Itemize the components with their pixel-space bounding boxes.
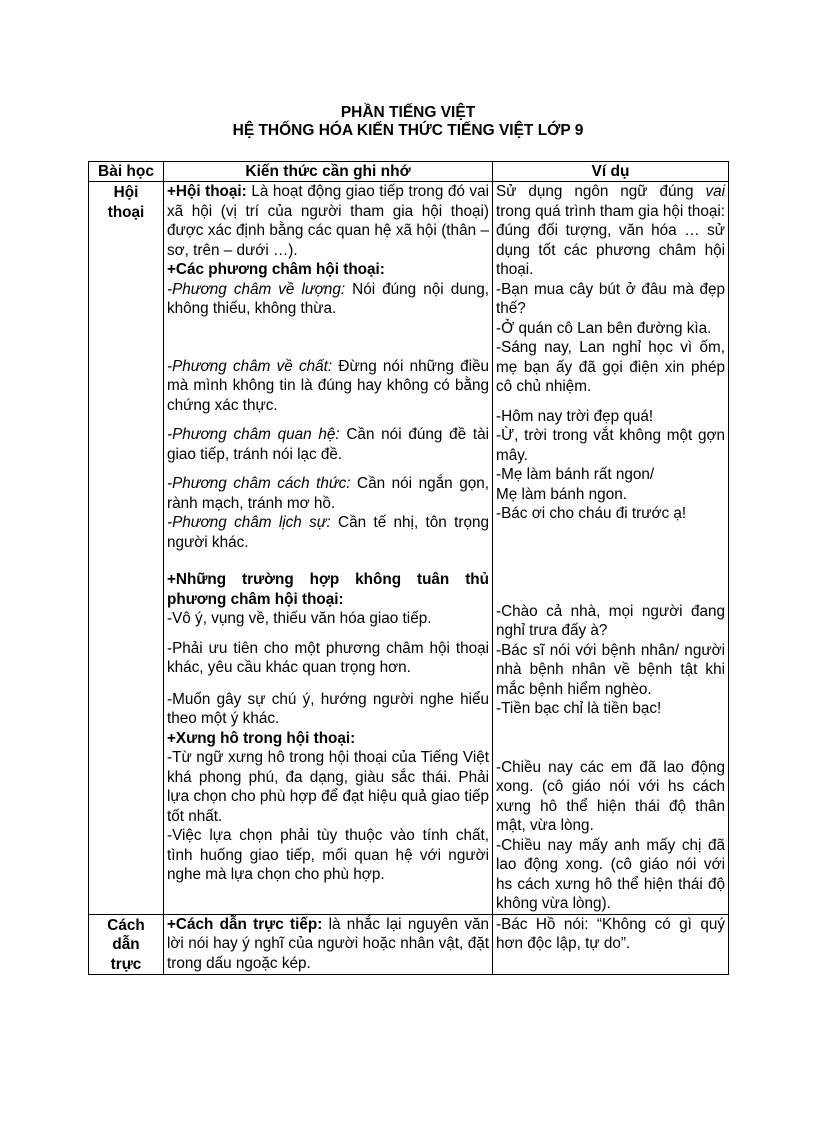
document-subtitle: HỆ THỐNG HÓA KIẾN THỨC TIẾNG VIỆT LỚP 9 [232, 122, 584, 139]
example-item: -Ở quán cô Lan bên đường kìa. [496, 319, 712, 337]
maxim-term: -Phương châm về chất: [167, 357, 333, 375]
maxim-quantity [167, 280, 489, 319]
example-cell [493, 182, 729, 915]
section-heading: +Xưng hô trong hội thoại: [167, 729, 356, 747]
example-item: -Sáng nay, Lan nghỉ học vì ốm, mẹ bạn ấy đã gọi điện xin phép cô chủ nhiệm. [496, 339, 725, 395]
table-row-hoi-thoai [89, 182, 729, 915]
example-item: -Chiều nay mấy anh mấy chị đã lao động xong. (cô giáo nói với hs cách xưng hô thể hiện thái độ không vừa lòng). [496, 836, 725, 912]
maxim-relation [167, 425, 489, 464]
maxim-text: Cần tế nhị, tôn trọng người khác. [167, 514, 489, 551]
example-item: -Bác Hồ nói: “Không có gì quý hơn độc lập, tự do”. [496, 915, 725, 952]
knowledge-table [88, 161, 729, 975]
lesson-label-line: Cách [107, 916, 145, 934]
example-item: -Bác sĩ nói với bệnh nhân/ người nhà bệnh nhân về bệnh tật khi mắc bệnh hiểm nghèo. [496, 641, 725, 698]
address-item: -Việc lựa chọn phải tùy thuộc vào tính chất, tình huống giao tiếp, mối quan hệ với người nghe mà lựa chọn cho phù hợp. [167, 827, 489, 883]
header-example: Ví dụ [493, 162, 729, 182]
example-intro [496, 182, 725, 280]
maxim-term: -Phương châm về lượng: [167, 280, 346, 298]
maxim-term: -Phương châm lịch sự: [167, 514, 331, 531]
lesson-cell [89, 182, 164, 915]
example-text: Sử dụng ngôn ngữ đúng [496, 183, 706, 200]
table-header-row [89, 162, 729, 182]
maxim-text: Cần nói đúng đề tài giao tiếp, tránh nói lạc đề. [167, 426, 489, 463]
knowledge-cell [164, 182, 493, 915]
hoi-thoai-definition [167, 182, 489, 260]
lesson-label-line: trực [110, 955, 142, 973]
section-heading: +Các phương châm hội thoại: [167, 261, 385, 278]
maxim-politeness [167, 513, 489, 552]
maxim-manner [167, 474, 489, 513]
example-item: -Bác ơi cho cháu đi trước ạ! [496, 505, 687, 522]
maxim-quality [167, 357, 489, 416]
address-item: -Từ ngữ xưng hô trong hội thoại của Tiếng Việt khá phong phú, đa dạng, giàu sắc thái. Phải lựa chọn cho phù hợp để đạt hiệu quả giao tiếp tốt nhất. [167, 749, 489, 825]
definition-text: là nhắc lại nguyên văn lời nói hay ý nghĩ của người hoặc nhân vật, đặt trong dấu ngoặc kép. [167, 915, 489, 972]
example-item: -Ừ, trời trong vắt không một gợn mây. [496, 427, 725, 464]
direct-quote-definition [167, 915, 489, 974]
maxim-text: Nói đúng nội dung, không thiếu, không thừa. [167, 280, 489, 317]
example-item: -Bạn mua cây bút ở đâu mà đẹp thế? [496, 280, 725, 317]
example-text: trong quá trình tham gia hội thoại: đúng đối tượng, văn hóa … sử dụng tốt các phương châm hội thoại. [496, 202, 725, 278]
maxim-term: -Phương châm cách thức: [167, 475, 351, 492]
exception-item: -Vô ý, vụng về, thiếu văn hóa giao tiếp. [167, 610, 432, 627]
definition-text: Là hoạt động giao tiếp trong đó vai xã hội (vị trí của người tham gia hội thoại) được xác định bằng các quan hệ xã hội (thân – sơ, trên – dưới …). [167, 183, 489, 259]
lesson-label-line: Hội [113, 184, 139, 201]
header-knowledge: Kiến thức cần ghi nhớ [164, 162, 493, 182]
example-emphasis: vai [705, 183, 725, 200]
example-item: -Mẹ làm bánh rất ngon/ [496, 466, 655, 483]
example-item: -Chào cả nhà, mọi người đang nghỉ trưa đấy à? [496, 602, 725, 639]
example-cell [493, 914, 729, 975]
maxim-text: Đừng nói những điều mà mình không tin là đúng hay không có bằng chứng xác thực. [167, 357, 489, 414]
example-item: -Chiều nay các em đã lao động xong. (cô giáo nói với hs cách xưng hô thể hiện thái độ thân mật, vừa lòng. [496, 758, 725, 834]
table-row-cach-dan [89, 914, 729, 975]
example-item: -Hôm nay trời đẹp quá! [496, 407, 654, 425]
example-item: Mẹ làm bánh ngon. [496, 485, 627, 503]
section-heading: +Những trường hợp không tuân thủ phương châm hội thoại: [167, 571, 489, 608]
section-heading: +Cách dẫn trực tiếp: [167, 915, 323, 933]
exception-item: -Muốn gây sự chú ý, hướng người nghe hiểu theo một ý khác. [167, 690, 489, 727]
knowledge-cell [164, 914, 493, 975]
lesson-label-line: thoại [107, 203, 145, 221]
maxim-text: Cần nói ngắn gọn, rành mạch, tránh mơ hồ. [167, 475, 489, 512]
maxim-term: -Phương châm quan hệ: [167, 426, 340, 443]
lesson-cell [89, 914, 164, 975]
lesson-label-line: dẫn [112, 936, 140, 953]
document-title: PHẦN TIẾNG VIỆT [340, 104, 476, 121]
header-lesson: Bài học [89, 162, 164, 182]
example-item: -Tiền bạc chỉ là tiền bạc! [496, 700, 662, 717]
exception-item: -Phải ưu tiên cho một phương châm hội thoại khác, yêu cầu khác quan trọng hơn. [167, 639, 489, 676]
section-heading: +Hội thoại: [167, 183, 247, 200]
